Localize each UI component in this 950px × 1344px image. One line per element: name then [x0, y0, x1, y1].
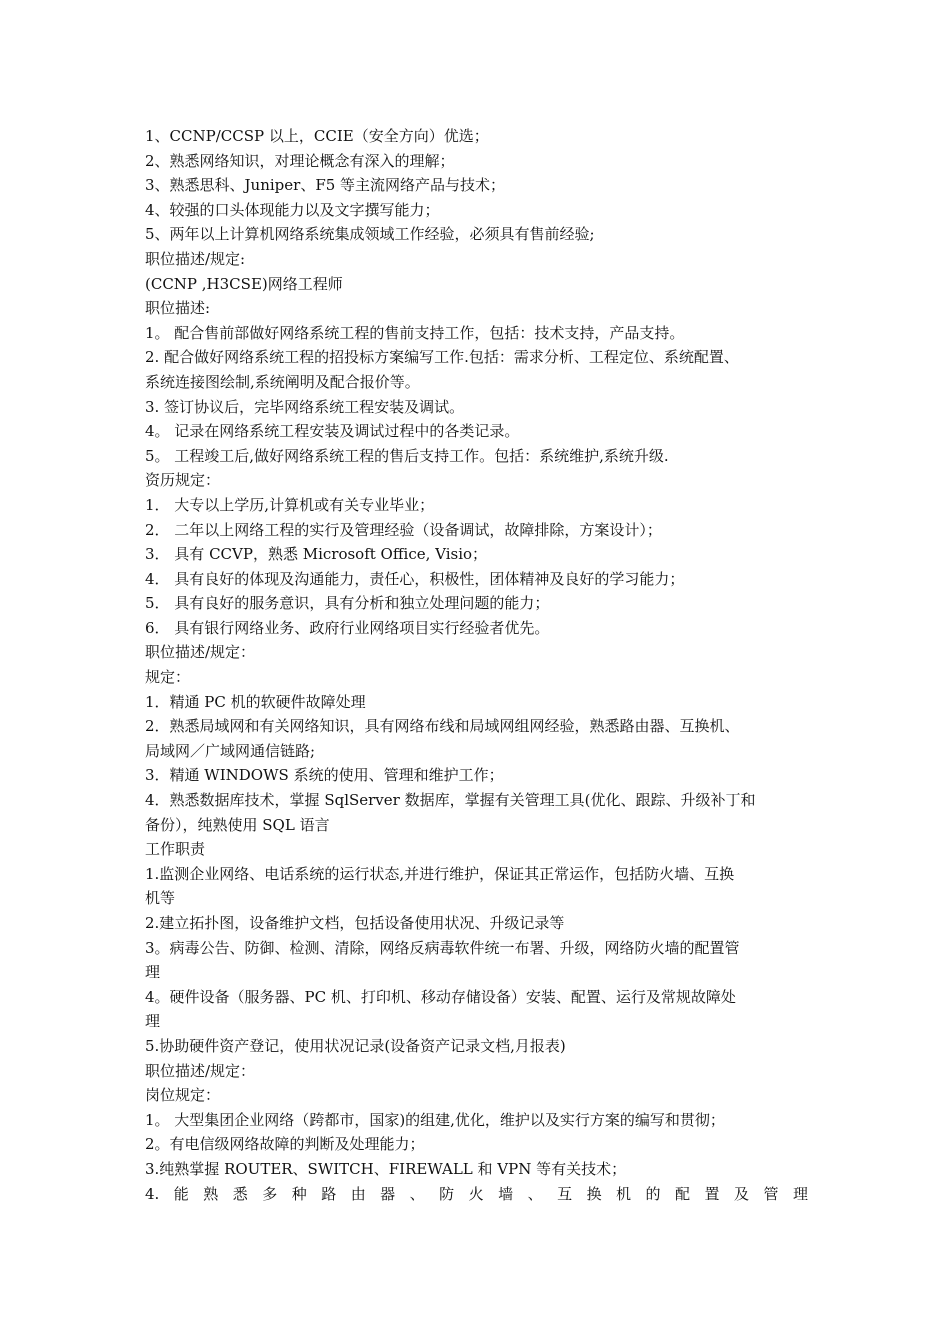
justified-last-line	[145, 1182, 808, 1207]
text-line: 5.协助硬件资产登记，使用状况记录(设备资产记录文档,月报表)	[145, 1036, 566, 1055]
text-line: 3．精通 WINDOWS 系统的使用、管理和维护工作；	[145, 766, 504, 785]
section-heading: 岗位规定：	[145, 1086, 221, 1105]
text-line: 1． 大专以上学历,计算机或有关专业毕业；	[145, 495, 435, 514]
line-char: 、	[409, 1184, 425, 1203]
text-line: 机等	[145, 889, 176, 908]
line-char: 由	[350, 1184, 366, 1203]
line-char: 理	[792, 1184, 808, 1203]
text-line: 2. 配合做好网络系统工程的招投标方案编写工作.包括：需求分析、工程定位、系统配置、	[145, 348, 739, 367]
text-line: 1、CCNP/CCSP 以上，CCIE（安全方向）优选；	[145, 127, 489, 145]
section-heading: 规定：	[145, 668, 191, 687]
line-char: 器	[380, 1184, 396, 1203]
text-line: 1。 大型集团企业网络（跨都市，国家)的组建,优化，维护以及实行方案的编写和贯彻；	[145, 1110, 725, 1129]
text-line: 3. 签订协议后，完毕网络系统工程安装及调试。	[145, 397, 465, 416]
text-line: 系统连接图绘制,系统阐明及配合报价等。	[145, 372, 420, 391]
job-title: (CCNP ,H3CSE)网络工程师	[145, 274, 343, 293]
text-line: 理	[145, 1012, 161, 1031]
text-line: 3.纯熟掌握 ROUTER、SWITCH、FIREWALL 和 VPN 等有关技术；	[145, 1159, 627, 1178]
line-char: 配	[675, 1184, 691, 1203]
section-heading: 职位描述:	[145, 299, 211, 318]
text-line: 2． 二年以上网络工程的实行及管理经验（设备调试，故障排除，方案设计）；	[145, 520, 662, 539]
text-line: 1．精通 PC 机的软硬件故障处理	[145, 692, 366, 711]
line-char: 管	[763, 1184, 779, 1203]
line-char: 、	[527, 1184, 543, 1203]
text-line: 3。病毒公告、防御、检测、清除，网络反病毒软件统一布署、升级，网络防火墙的配置管	[145, 938, 740, 957]
line-char: 的	[645, 1184, 661, 1203]
line-char: 种	[291, 1184, 307, 1203]
line-char: 多	[262, 1184, 278, 1203]
text-line: 5。 工程竣工后,做好网络系统工程的售后支持工作。包括：系统维护,系统升级.	[145, 446, 669, 465]
line-char: 悉	[232, 1184, 248, 1203]
section-heading: 资历规定：	[145, 471, 221, 490]
text-line: 4。 记录在网络系统工程安装及调试过程中的各类记录。	[145, 422, 520, 441]
text-line: 1。 配合售前部做好网络系统工程的售前支持工作，包括：技术支持，产品支持。	[145, 323, 685, 342]
text-line: 2.建立拓扑图，设备维护文档，包括设备使用状况、升级记录等	[145, 914, 565, 932]
text-line: 理	[145, 963, 161, 982]
line-char: 及	[733, 1184, 749, 1203]
text-line: 4．熟悉数据库技术，掌握 SqlServer 数据库，掌握有关管理工具(优化、跟踪、升级补丁和	[145, 791, 756, 810]
line-char: 4.	[145, 1184, 160, 1203]
text-line: 4． 具有良好的体现及沟通能力，责任心，积极性，团体精神及良好的学习能力；	[145, 569, 685, 588]
line-char: 互	[557, 1184, 573, 1203]
section-heading: 职位描述/规定:	[145, 249, 246, 268]
line-char: 置	[704, 1184, 720, 1203]
text-line: 2。有电信级网络故障的判断及处理能力；	[145, 1135, 425, 1154]
section-heading: 工作职责	[145, 840, 206, 859]
line-char: 路	[321, 1184, 337, 1203]
text-line: 3． 具有 CCVP，熟悉 Microsoft Office, Visio；	[145, 545, 488, 564]
line-char: 防	[439, 1184, 455, 1203]
line-char: 墙	[498, 1184, 514, 1203]
section-heading: 职位描述/规定：	[145, 1061, 256, 1080]
text-line: 2、熟悉网络知识，对理论概念有深入的理解；	[145, 151, 455, 170]
text-line: 备份），纯熟使用 SQL 语言	[145, 815, 330, 834]
text-line: 1.监测企业网络、电话系统的运行状态,并进行维护，保证其正常运作，包括防火墙、互换	[145, 864, 735, 883]
text-line: 4。硬件设备（服务器、PC 机、打印机、移动存储设备）安装、配置、运行及常规故障处	[145, 987, 736, 1006]
text-line: 2．熟悉局域网和有关网络知识，具有网络布线和局域网组网经验，熟悉路由器、互换机、	[145, 717, 740, 736]
line-char: 火	[468, 1184, 484, 1203]
line-char: 机	[616, 1184, 632, 1203]
text-line: 6． 具有银行网络业务、政府行业网络项目实行经验者优先。	[145, 618, 550, 637]
line-char: 换	[586, 1184, 602, 1203]
text-line: 局域网／广域网通信链路;	[145, 741, 316, 760]
line-char: 能	[173, 1184, 189, 1203]
text-line: 5． 具有良好的服务意识，具有分析和独立处理问题的能力；	[145, 594, 550, 613]
line-char: 熟	[203, 1184, 219, 1203]
text-line: 3、熟悉思科、Juniper、F5 等主流网络产品与技术；	[145, 176, 506, 195]
text-line: 4、较强的口头体现能力以及文字撰写能力；	[145, 200, 440, 219]
section-heading: 职位描述/规定：	[145, 643, 256, 662]
text-line: 5、两年以上计算机网络系统集成领域工作经验，必须具有售前经验;	[145, 225, 595, 244]
document-body	[145, 124, 808, 1206]
